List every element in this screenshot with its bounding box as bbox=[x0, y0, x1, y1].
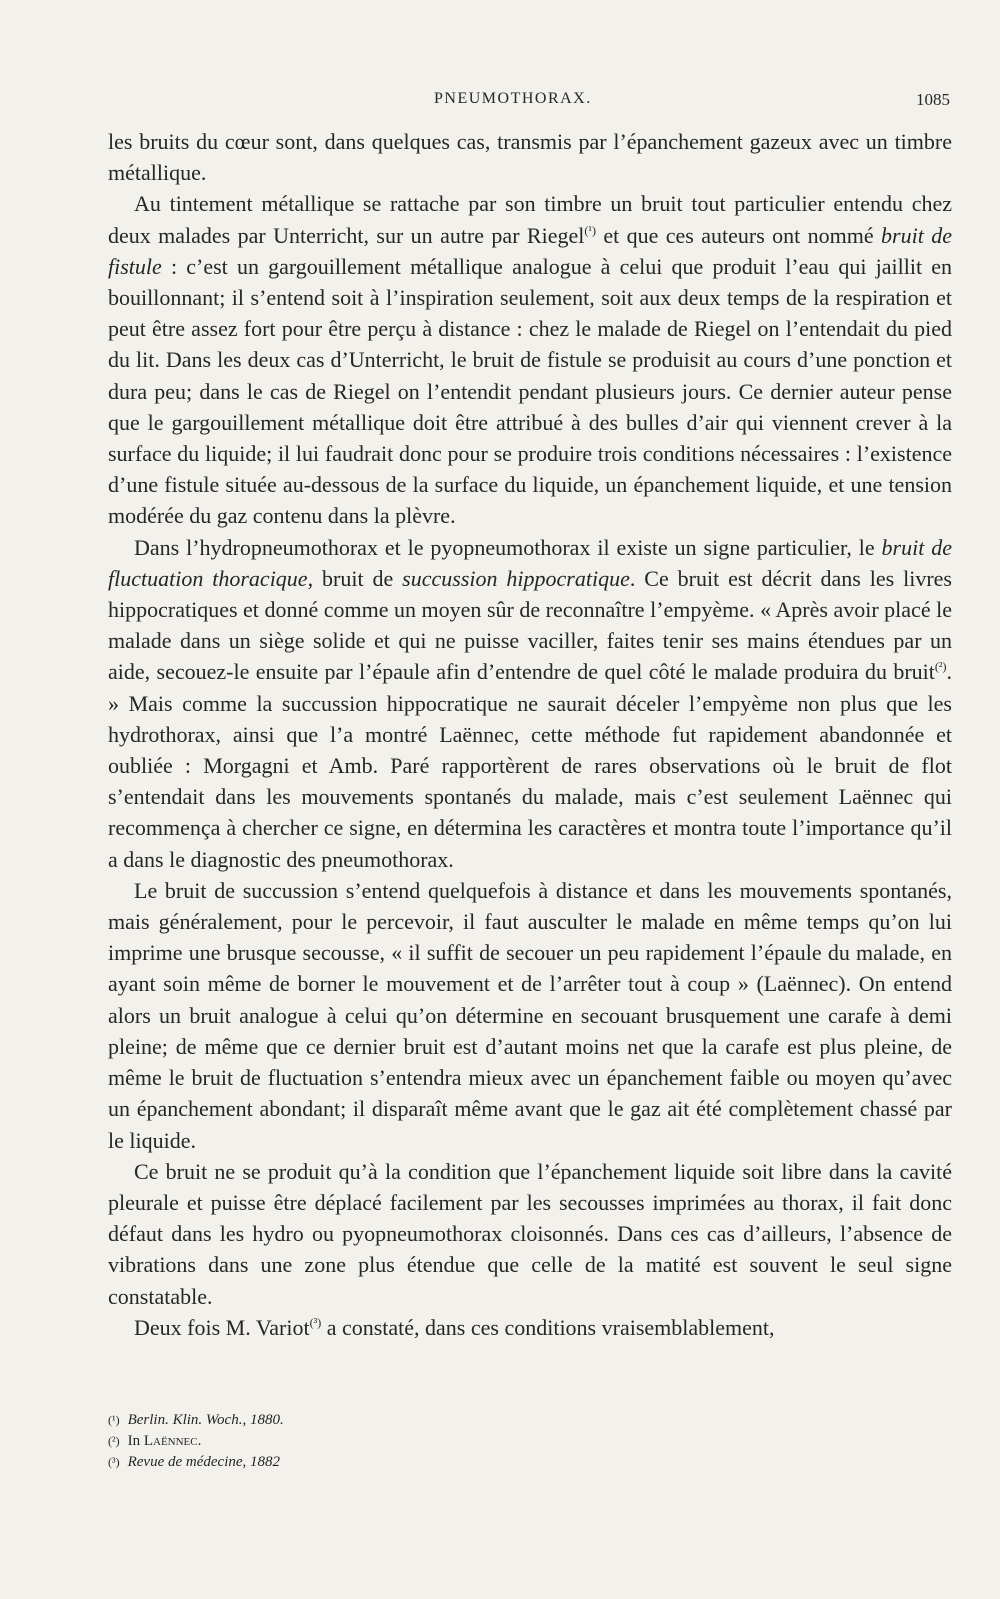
footnotes bbox=[108, 1410, 608, 1473]
term-bruit-de-fistule: bruit de fistule bbox=[108, 222, 952, 279]
paragraph-3-text-b: , bruit de bbox=[307, 565, 403, 591]
page-header bbox=[108, 90, 950, 116]
paragraph-4 bbox=[108, 875, 952, 1156]
paragraph-6 bbox=[108, 1312, 952, 1343]
paragraph-1 bbox=[108, 126, 952, 188]
footnote-1 bbox=[108, 1410, 608, 1431]
paragraph-2-text-c: : c’est un gargouillement métallique analogue à celui que produit l’eau qui jaillit en bouillonnant; il s’entend soit à l’inspiration seulement, soit aux deux temps de la respiration et peut être assez fort pour être perçu à distance : chez le malade de Riegel on l’entendait du pied du lit. Dans les deux cas d’Unterricht, le bruit de fistule se produisit au cours d’une ponction et dura peu; dans le cas de Riegel on l’entendit pendant plusieurs jours. Ce dernier auteur pense que le gargouillement métallique doit être attribué à des bulles d’air qui viennent crever à la surface du liquide; il lui faudrait donc pour se produire trois conditions nécessaires : l’existence d’une fistule située au-dessous de la surface du liquide, un épanchement liquide, et une tension modérée du gaz contenu dans la plèvre. bbox=[108, 253, 952, 529]
running-title: PNEUMOTHORAX. bbox=[434, 90, 592, 107]
footnote-ref-3: (³) bbox=[309, 1315, 322, 1330]
term-succussion-hippocratique: succussion hippocratique bbox=[402, 565, 630, 591]
paragraph-3-text-a: Dans l’hydropneumothorax et le pyopneumothorax il existe un signe particulier, le bbox=[134, 534, 882, 560]
paragraph-3 bbox=[108, 532, 952, 875]
footnote-2 bbox=[108, 1431, 608, 1452]
footnote-ref-1: (¹) bbox=[584, 223, 596, 238]
term-fluctuation-thoracique: bruit de fluctuation thoracique bbox=[108, 534, 952, 591]
paragraph-2-text-b: et que ces auteurs ont nommé bbox=[595, 222, 882, 248]
footnote-ref-2: (²) bbox=[934, 660, 947, 675]
footnote-mark: (²) bbox=[108, 1434, 120, 1448]
footnote-text: Revue de médecine, 1882 bbox=[127, 1454, 281, 1470]
page-number: 1085 bbox=[916, 90, 950, 109]
footnote-text-prefix: In bbox=[127, 1433, 144, 1449]
paragraph-3-text-d: . » Mais comme la succussion hippocratique ne saurait déceler l’empyème non plus que les hydrothorax, ainsi que l’a montré Laënnec, cette méthode fut rapidement abandonnée et oubliée : Morgagni et Amb. Paré rapportèrent de rares observations où le bruit de flot s’entendait dans les mouvements spontanés du malade, mais c’est seulement Laënnec qui recommença à chercher ce signe, en détermina les caractères et montra toute l’importance qu’il a dans le diagnostic des pneumothorax. bbox=[108, 659, 952, 872]
body-text bbox=[108, 126, 952, 1343]
paragraph-3-text-c: . Ce bruit est décrit dans les livres hippocratiques et donné comme un moyen sûr de reconnaître l’empyème. « Après avoir placé le malade dans un siège solide et qui ne puisse vaciller, faites tenir ses mains étendues par un aide, secouez-le ensuite par l’épaule afin d’entendre de quel côté le malade produira du bruit bbox=[108, 565, 952, 685]
paragraph-6-text-b: a constaté, dans ces conditions vraisemblablement, bbox=[321, 1314, 775, 1340]
paragraph-1-text: les bruits du cœur sont, dans quelques cas, transmis par l’épanchement gazeux avec un timbre métallique. bbox=[108, 129, 952, 186]
footnote-mark: (¹) bbox=[108, 1413, 120, 1427]
paragraph-5-text: Ce bruit ne se produit qu’à la condition que l’épanchement liquide soit libre dans la cavité pleurale et puisse être déplacé facilement par les secousses imprimées au thorax, il fait donc défaut dans les hydro ou pyopneumothorax cloisonnés. Dans ces cas d’ailleurs, l’absence de vibrations dans une zone plus étendue que celle de la matité est souvent le seul signe constatable. bbox=[108, 1158, 952, 1309]
paragraph-4-text: Le bruit de succussion s’entend quelquefois à distance et dans les mouvements spontanés, mais généralement, pour le percevoir, il faut ausculter le malade en même temps qu’on lui imprime une brusque secousse, « il suffit de secouer un peu rapidement l’épaule du malade, en ayant soin même de borner le mouvement et de l’arrêter tout à coup » (Laënnec). On entend alors un bruit analogue à celui qu’on détermine en secouant brusquement une carafe à demi pleine; de même que ce dernier bruit est d’autant moins net que la carafe est plus pleine, de même le bruit de fluctuation s’entendra mieux avec un épanchement faible ou moyen qu’avec un épanchement abondant; il disparaît même avant que le gaz ait été complètement chassé par le liquide. bbox=[108, 877, 952, 1153]
footnote-mark: (³) bbox=[108, 1455, 120, 1469]
paragraph-5 bbox=[108, 1156, 952, 1312]
footnote-text: Berlin. Klin. Woch., 1880. bbox=[127, 1412, 284, 1428]
paragraph-2-text-a: Au tintement métallique se rattache par son timbre un bruit tout particulier entendu chez deux malades par Unterricht, sur un autre par Riegel bbox=[108, 191, 952, 248]
footnote-text-smallcaps: Laënnec. bbox=[143, 1433, 202, 1449]
footnote-3 bbox=[108, 1452, 608, 1473]
paragraph-6-text-a: Deux fois M. Variot bbox=[134, 1314, 310, 1340]
paragraph-2 bbox=[108, 188, 952, 531]
